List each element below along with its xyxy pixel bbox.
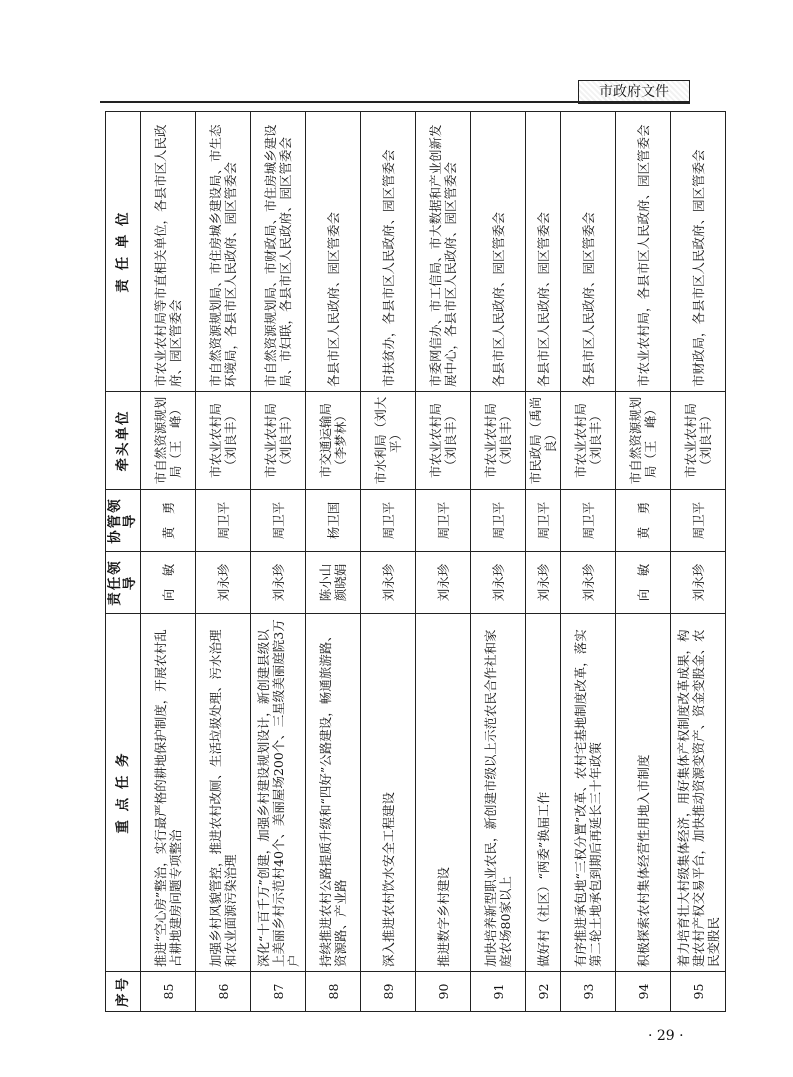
table-row [251,112,306,1012]
col-header-lead-unit: 牵头单位 [106,392,141,490]
row-task: 有序推进承包地“三权分置”改革、农村宅基地制度改革，落实第二轮土地承包到期后再延长三十年政策 [561,614,616,972]
row-units: 市扶贫办，各县市区人民政府、园区管委会 [361,112,416,392]
row-lead-unit: 市农业农村局（刘良丰） [196,392,251,490]
table-row [561,112,616,1012]
row-no: 90 [416,972,471,1012]
row-assistant: 周卫平 [561,490,616,552]
row-leader: 刘永珍 [361,552,416,614]
row-assistant: 周卫平 [471,490,526,552]
row-task: 深化“十百千万”创建，加强乡村建设规划设计，新创建县级以上美丽乡村示范村40个、美丽屋场200个、三星级美丽庭院3万户 [251,614,306,972]
col-header-task: 重 点 任 务 [106,614,141,972]
row-lead-unit: 市水利局（刘大平） [361,392,416,490]
table-row [361,112,416,1012]
row-lead-unit: 市交通运输局（李梦林） [306,392,361,490]
row-task: 深入推进农村饮水安全工程建设 [361,614,416,972]
row-assistant: 周卫平 [416,490,471,552]
row-assistant: 周卫平 [526,490,561,552]
row-lead-unit: 市农业农村局（刘良丰） [671,392,726,490]
row-no: 95 [671,972,726,1012]
row-no: 92 [526,972,561,1012]
row-leader: 向 敏 [616,552,671,614]
row-units: 各县市区人民政府、园区管委会 [306,112,361,392]
row-leader: 陈小山 颜晓娟 [306,552,361,614]
header-rule [100,101,690,103]
row-no: 91 [471,972,526,1012]
row-no: 94 [616,972,671,1012]
row-leader: 刘永珍 [471,552,526,614]
row-no: 87 [251,972,306,1012]
row-units: 市农业农村局等市直相关单位，各县市区人民政府、园区管委会 [141,112,196,392]
row-units: 市农业农村局，各县市区人民政府、园区管委会 [616,112,671,392]
row-lead-unit: 市民政局（禹尚良） [526,392,561,490]
table-row [141,112,196,1012]
row-no: 86 [196,972,251,1012]
row-lead-unit: 市农业农村局（刘良丰） [561,392,616,490]
row-lead-unit: 市自然资源规划局（王 峰） [141,392,196,490]
row-assistant: 周卫平 [671,490,726,552]
row-task: 推进“空心房”整治，实行最严格的耕地保护制度，开展农村乱占耕地建房问题专项整治 [141,614,196,972]
row-lead-unit: 市农业农村局（刘良丰） [416,392,471,490]
key-tasks-table [105,111,726,1012]
row-leader: 刘永珍 [526,552,561,614]
row-task: 着力培育壮大村级集体经济，用好集体产权制度改革成果，构建农村产权交易平台，加快推动资源变资产、资金变股金、农民变股民 [671,614,726,972]
row-assistant: 周卫平 [361,490,416,552]
table-row [196,112,251,1012]
col-header-units: 责 任 单 位 [106,112,141,392]
row-no: 88 [306,972,361,1012]
row-lead-unit: 市自然资源规划局（王 峰） [616,392,671,490]
table-row [526,112,561,1012]
row-task: 推进数字乡村建设 [416,614,471,972]
row-leader: 刘永珍 [561,552,616,614]
row-task: 持续推进农村公路提质升级和“四好”公路建设，畅通旅游路、资源路、产业路 [306,614,361,972]
document-category-label: 市政府文件 [578,80,690,104]
row-units: 市委网信办、市工信局、市大数据和产业创新发展中心，各县市区人民政府、园区管委会 [416,112,471,392]
row-no: 93 [561,972,616,1012]
row-leader: 刘永珍 [251,552,306,614]
row-assistant: 周卫平 [251,490,306,552]
row-task: 加强乡村风貌管控，推进农村改厕、生活垃圾处理、污水治理和农业面源污染治理 [196,614,251,972]
col-header-no: 序号 [106,972,141,1012]
row-assistant: 周卫平 [196,490,251,552]
row-units: 市自然资源规划局、市财政局、市住房城乡建设局、市妇联，各县市区人民政府、园区管委会 [251,112,306,392]
row-units: 市财政局，各县市区人民政府、园区管委会 [671,112,726,392]
row-assistant: 杨卫国 [306,490,361,552]
row-assistant: 黄 勇 [616,490,671,552]
row-task: 做好村（社区）“两委”换届工作 [526,614,561,972]
table-header-row [106,112,141,1012]
table-row [471,112,526,1012]
table-row [306,112,361,1012]
row-units: 市自然资源规划局、市住房城乡建设局、市生态环境局，各县市区人民政府、园区管委会 [196,112,251,392]
row-no: 89 [361,972,416,1012]
row-task: 积极探索农村集体经营性用地入市制度 [616,614,671,972]
col-header-assistant: 协管领导 [106,490,141,552]
table-row [416,112,471,1012]
row-leader: 刘永珍 [671,552,726,614]
row-units: 各县市区人民政府、园区管委会 [526,112,561,392]
row-lead-unit: 市农业农村局（刘良丰） [251,392,306,490]
row-task: 加快培养新型职业农民，新创建市级以上示范农民合作社和家庭农场80家以上 [471,614,526,972]
row-leader: 刘永珍 [416,552,471,614]
table-container [105,112,721,1012]
row-lead-unit: 市农业农村局（刘良丰） [471,392,526,490]
page-number: · 29 · [648,1028,684,1044]
row-no: 85 [141,972,196,1012]
rotated-table-frame [105,112,721,1012]
row-assistant: 黄 勇 [141,490,196,552]
table-row [616,112,671,1012]
col-header-leader: 责任领导 [106,552,141,614]
row-leader: 向 敏 [141,552,196,614]
row-leader: 刘永珍 [196,552,251,614]
table-row [671,112,726,1012]
row-units: 各县市区人民政府、园区管委会 [471,112,526,392]
row-units: 各县市区人民政府、园区管委会 [561,112,616,392]
